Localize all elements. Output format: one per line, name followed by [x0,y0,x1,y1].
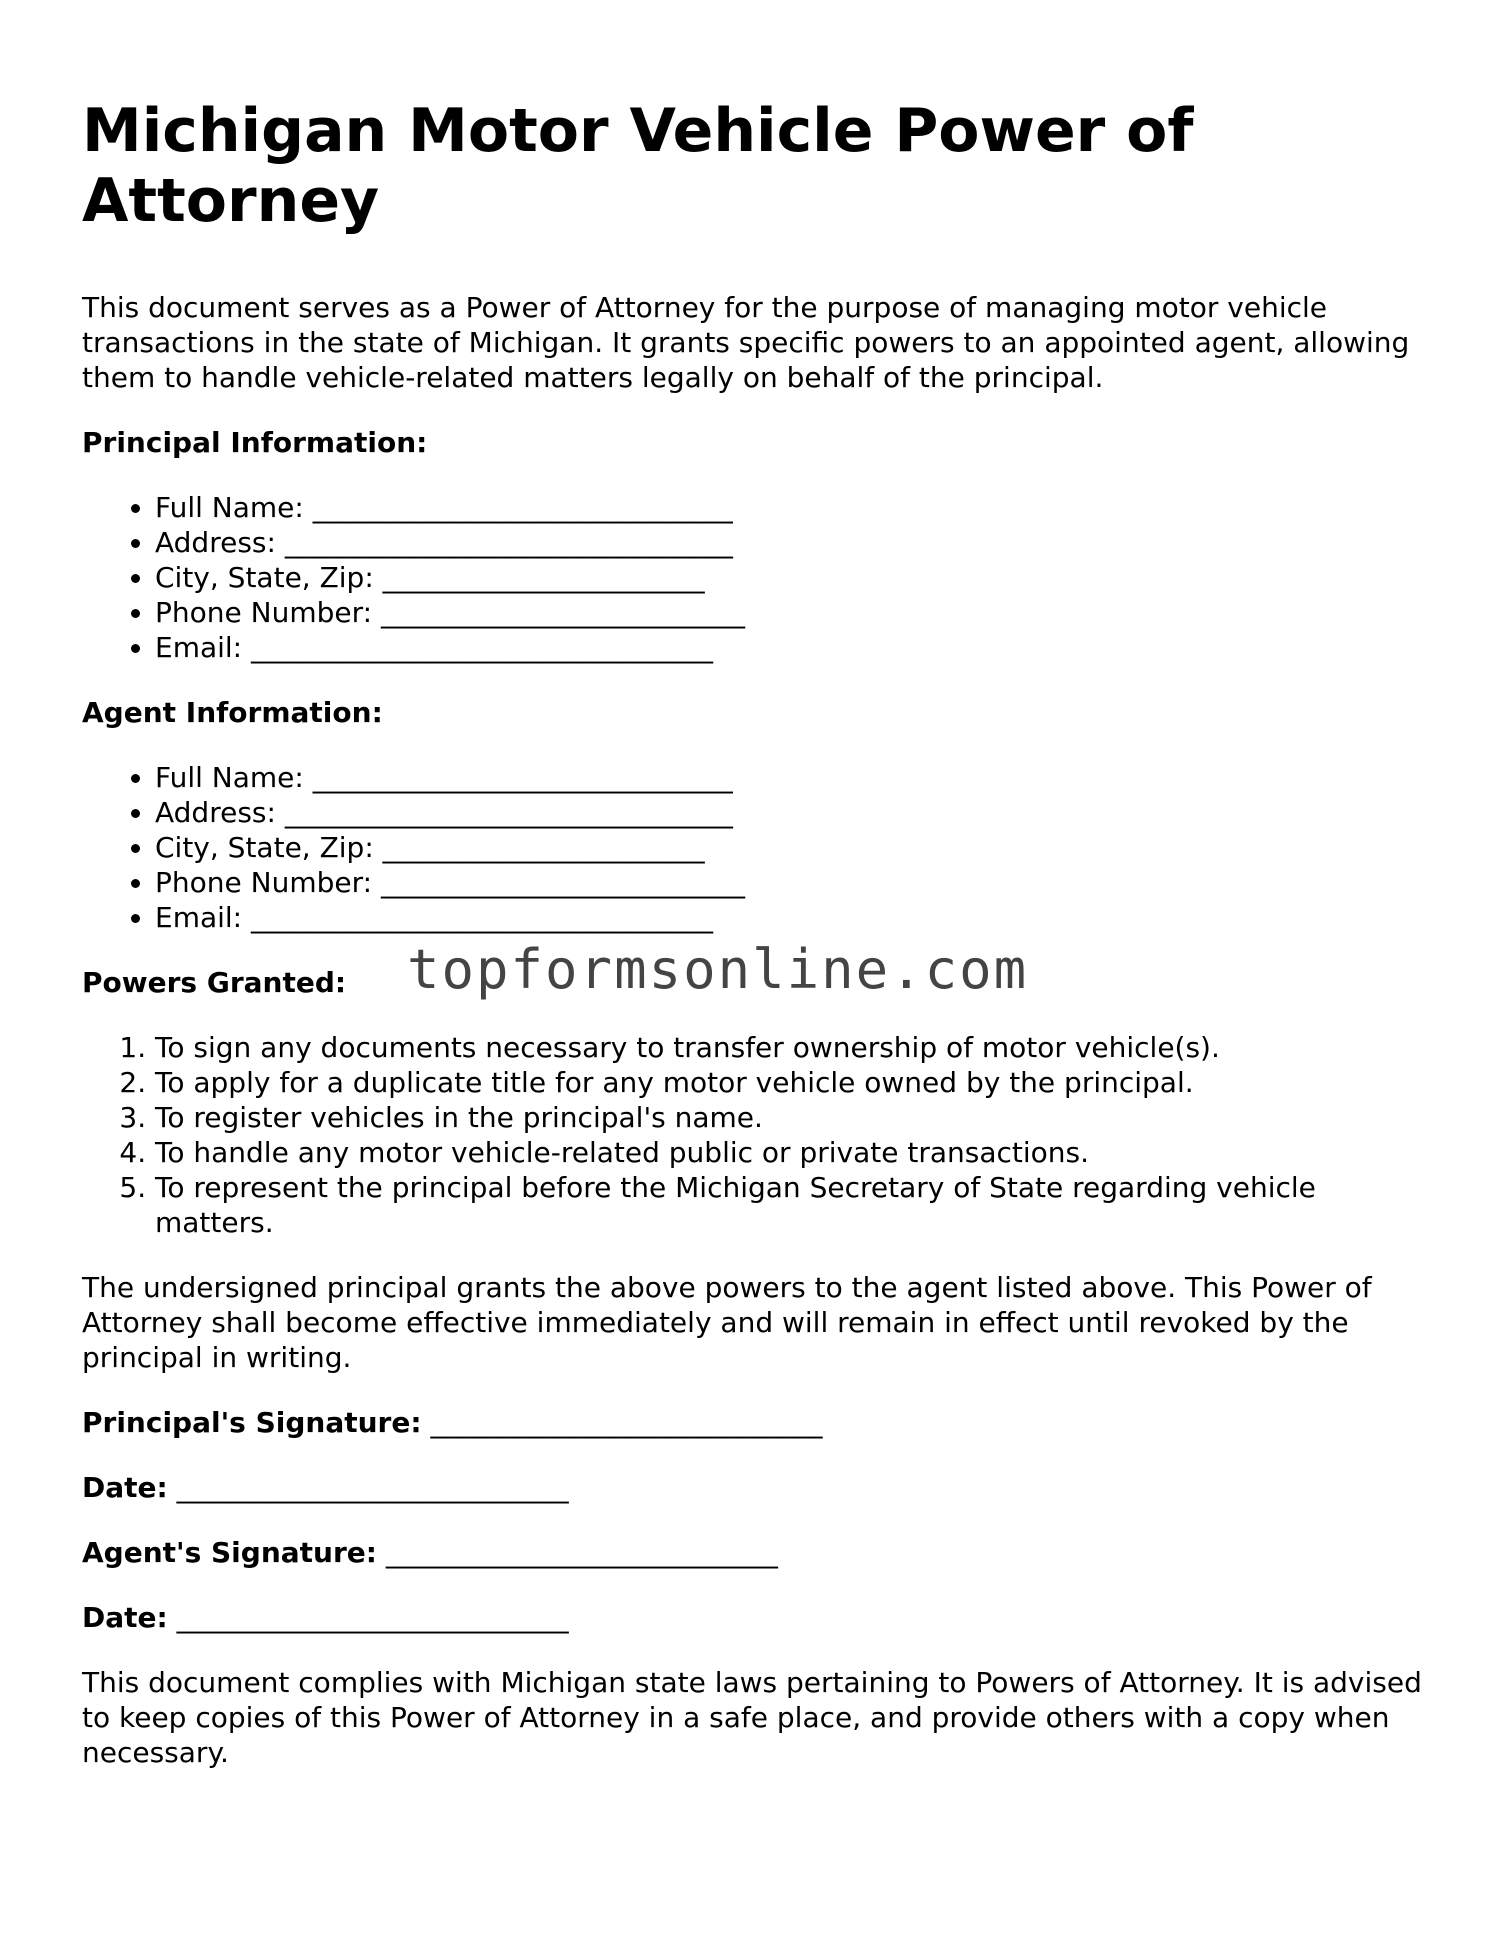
agent-phone-field: • Phone Number: __________________________ [155,865,1422,900]
agent-heading: Agent Information: [82,696,383,729]
document-title: Michigan Motor Vehicle Power of Attorney [82,96,1194,236]
principal-phone-field: • Phone Number: __________________________ [155,595,1422,630]
principal-signature-line [82,1405,1422,1440]
watermark-text: topformsonline.com [407,938,1029,1001]
principal-signature-blank: ____________________________ [430,1406,823,1439]
intro-paragraph: This document serves as a Power of Attorney for the purpose of managing motor vehicle transactions in the state of Michigan. It grants specific powers to an appointed agent, allowing them to handle vehicle-related matters legally on behalf of the principal. [82,291,1410,394]
agent-signature-line [82,1535,1422,1570]
power-item: 2. To apply for a duplicate title for any motor vehicle owned by the principal. [155,1065,1422,1100]
principal-full-name-field: • Full Name: ______________________________ [155,490,1422,525]
principal-date-label: Date: [82,1471,168,1504]
principal-email-field: • Email: _________________________________ [155,630,1422,665]
principal-date-blank: ____________________________ [176,1471,569,1504]
agent-date-blank: ____________________________ [176,1601,569,1634]
powers-list [82,1030,1422,1240]
power-item: 1. To sign any documents necessary to transfer ownership of motor vehicle(s). [155,1030,1422,1065]
agent-city-state-zip-field: • City, State, Zip: _______________________ [155,830,1422,865]
principal-heading: Principal Information: [82,426,428,459]
agent-date-label: Date: [82,1601,168,1634]
powers-heading: Powers Granted: [82,966,347,999]
principal-signature-label: Principal's Signature: [82,1406,422,1439]
principal-date-line [82,1470,1422,1505]
agent-email-field: • Email: _________________________________ [155,900,1422,935]
principal-fields-list [82,490,1422,665]
principal-city-state-zip-field: • City, State, Zip: _______________________ [155,560,1422,595]
agent-signature-label: Agent's Signature: [82,1536,377,1569]
grant-statement: The undersigned principal grants the above powers to the agent listed above. This Power of Attorney shall become effective immediately and will remain in effect until revoked by the principal in writing. [82,1271,1372,1374]
power-item: 3. To register vehicles in the principal's name. [155,1100,1422,1135]
principal-address-field: • Address: ________________________________ [155,525,1422,560]
agent-date-line [82,1600,1422,1635]
closing-paragraph: This document complies with Michigan state laws pertaining to Powers of Attorney. It is advised to keep copies of this Power of Attorney in a safe place, and provide others with a copy when necessary. [82,1666,1422,1769]
agent-fields-list [82,760,1422,935]
power-item: 4. To handle any motor vehicle-related public or private transactions. [155,1135,1422,1170]
agent-full-name-field: • Full Name: ______________________________ [155,760,1422,795]
power-item: 5. To represent the principal before the Michigan Secretary of State regarding vehicle matters. [155,1170,1422,1240]
agent-address-field: • Address: ________________________________ [155,795,1422,830]
agent-signature-blank: ____________________________ [385,1536,778,1569]
